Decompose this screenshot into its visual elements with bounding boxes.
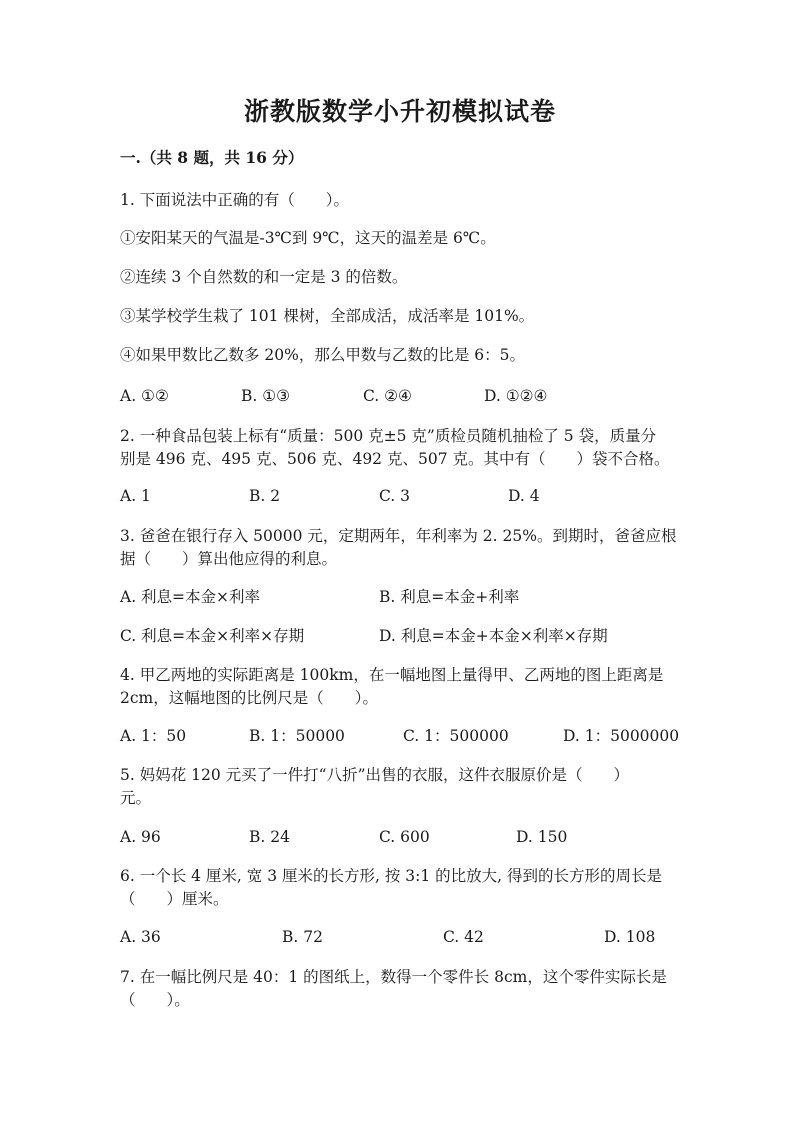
question-2-stem-line-2: 别是 496 克、495 克、506 克、492 克、507 克。其中有（ ）袋不合格。 xyxy=(120,450,670,468)
question-5-option-b[interactable]: B. 24 xyxy=(249,828,290,846)
question-7-stem-line-1: 7. 在一幅比例尺是 40：1 的图纸上，数得一个零件长 8cm，这个零件实际长是 xyxy=(120,968,667,986)
question-3-option-d[interactable]: D. 利息=本金+本金×利率×存期 xyxy=(379,627,608,645)
question-5-option-d[interactable]: D. 150 xyxy=(516,828,568,846)
question-1-statement-3: ③某学校学生栽了 101 棵树，全部成活，成活率是 101%。 xyxy=(120,307,535,325)
question-1-stem: 1. 下面说法中正确的有（ ）。 xyxy=(120,191,349,209)
question-4-option-c[interactable]: C. 1：500000 xyxy=(403,727,509,745)
question-2-option-a[interactable]: A. 1 xyxy=(120,487,151,505)
question-1-option-d[interactable]: D. ①②④ xyxy=(484,387,548,405)
question-6-option-c[interactable]: C. 42 xyxy=(443,928,484,946)
question-5-stem-line-2: 元。 xyxy=(120,789,152,807)
question-6-stem-line-1: 6. 一个长 4 厘米, 宽 3 厘米的长方形, 按 3:1 的比放大, 得到的长方形的周长是 xyxy=(120,867,663,885)
question-5-option-a[interactable]: A. 96 xyxy=(120,828,161,846)
question-5-option-c[interactable]: C. 600 xyxy=(379,828,430,846)
question-1-option-c[interactable]: C. ②④ xyxy=(363,387,412,405)
question-4-option-b[interactable]: B. 1：50000 xyxy=(249,727,345,745)
question-3-stem-line-2: 据（ ）算出他应得的利息。 xyxy=(120,550,338,568)
question-4-option-d[interactable]: D. 1：5000000 xyxy=(563,727,680,745)
question-6-option-b[interactable]: B. 72 xyxy=(282,928,323,946)
question-5-stem-line-1: 5. 妈妈花 120 元买了一件打“八折”出售的衣服，这件衣服原价是（ ） xyxy=(120,766,630,784)
question-1-statement-1: ①安阳某天的气温是-3℃到 9℃，这天的温差是 6℃。 xyxy=(120,229,496,247)
question-7-stem-line-2: （ ）。 xyxy=(120,991,190,1009)
question-4-option-a[interactable]: A. 1：50 xyxy=(120,727,187,745)
question-2-option-c[interactable]: C. 3 xyxy=(379,487,411,505)
question-1-option-b[interactable]: B. ①③ xyxy=(241,387,291,405)
question-4-stem-line-1: 4. 甲乙两地的实际距离是 100km，在一幅地图上量得甲、乙两地的图上距离是 xyxy=(120,666,664,684)
section-heading: 一.（共 8 题，共 16 分） xyxy=(120,148,304,167)
question-3-stem-line-1: 3. 爸爸在银行存入 50000 元，定期两年，年利率为 2. 25%。到期时，爸爸应根 xyxy=(120,527,677,545)
question-6-stem-line-2: （ ）厘米。 xyxy=(120,890,229,908)
question-6-option-a[interactable]: A. 36 xyxy=(120,928,161,946)
question-3-option-a[interactable]: A. 利息=本金×利率 xyxy=(120,588,261,606)
question-1-option-a[interactable]: A. ①② xyxy=(120,387,169,405)
question-2-option-d[interactable]: D. 4 xyxy=(508,487,540,505)
question-1-statement-2: ②连续 3 个自然数的和一定是 3 的倍数。 xyxy=(120,268,408,286)
question-3-option-b[interactable]: B. 利息=本金+利率 xyxy=(379,588,520,606)
question-2-stem-line-1: 2. 一种食品包装上标有“质量：500 克±5 克”质检员随机抽检了 5 袋，质量分 xyxy=(120,427,657,445)
question-1-statement-4: ④如果甲数比乙数多 20%，那么甲数与乙数的比是 6：5。 xyxy=(120,346,526,364)
question-3-option-c[interactable]: C. 利息=本金×利率×存期 xyxy=(120,627,305,645)
question-2-option-b[interactable]: B. 2 xyxy=(249,487,281,505)
question-6-option-d[interactable]: D. 108 xyxy=(604,928,656,946)
exam-title: 浙教版数学小升初模拟试卷 xyxy=(243,97,556,126)
question-4-stem-line-2: 2cm，这幅地图的比例尺是（ ）。 xyxy=(120,689,378,707)
